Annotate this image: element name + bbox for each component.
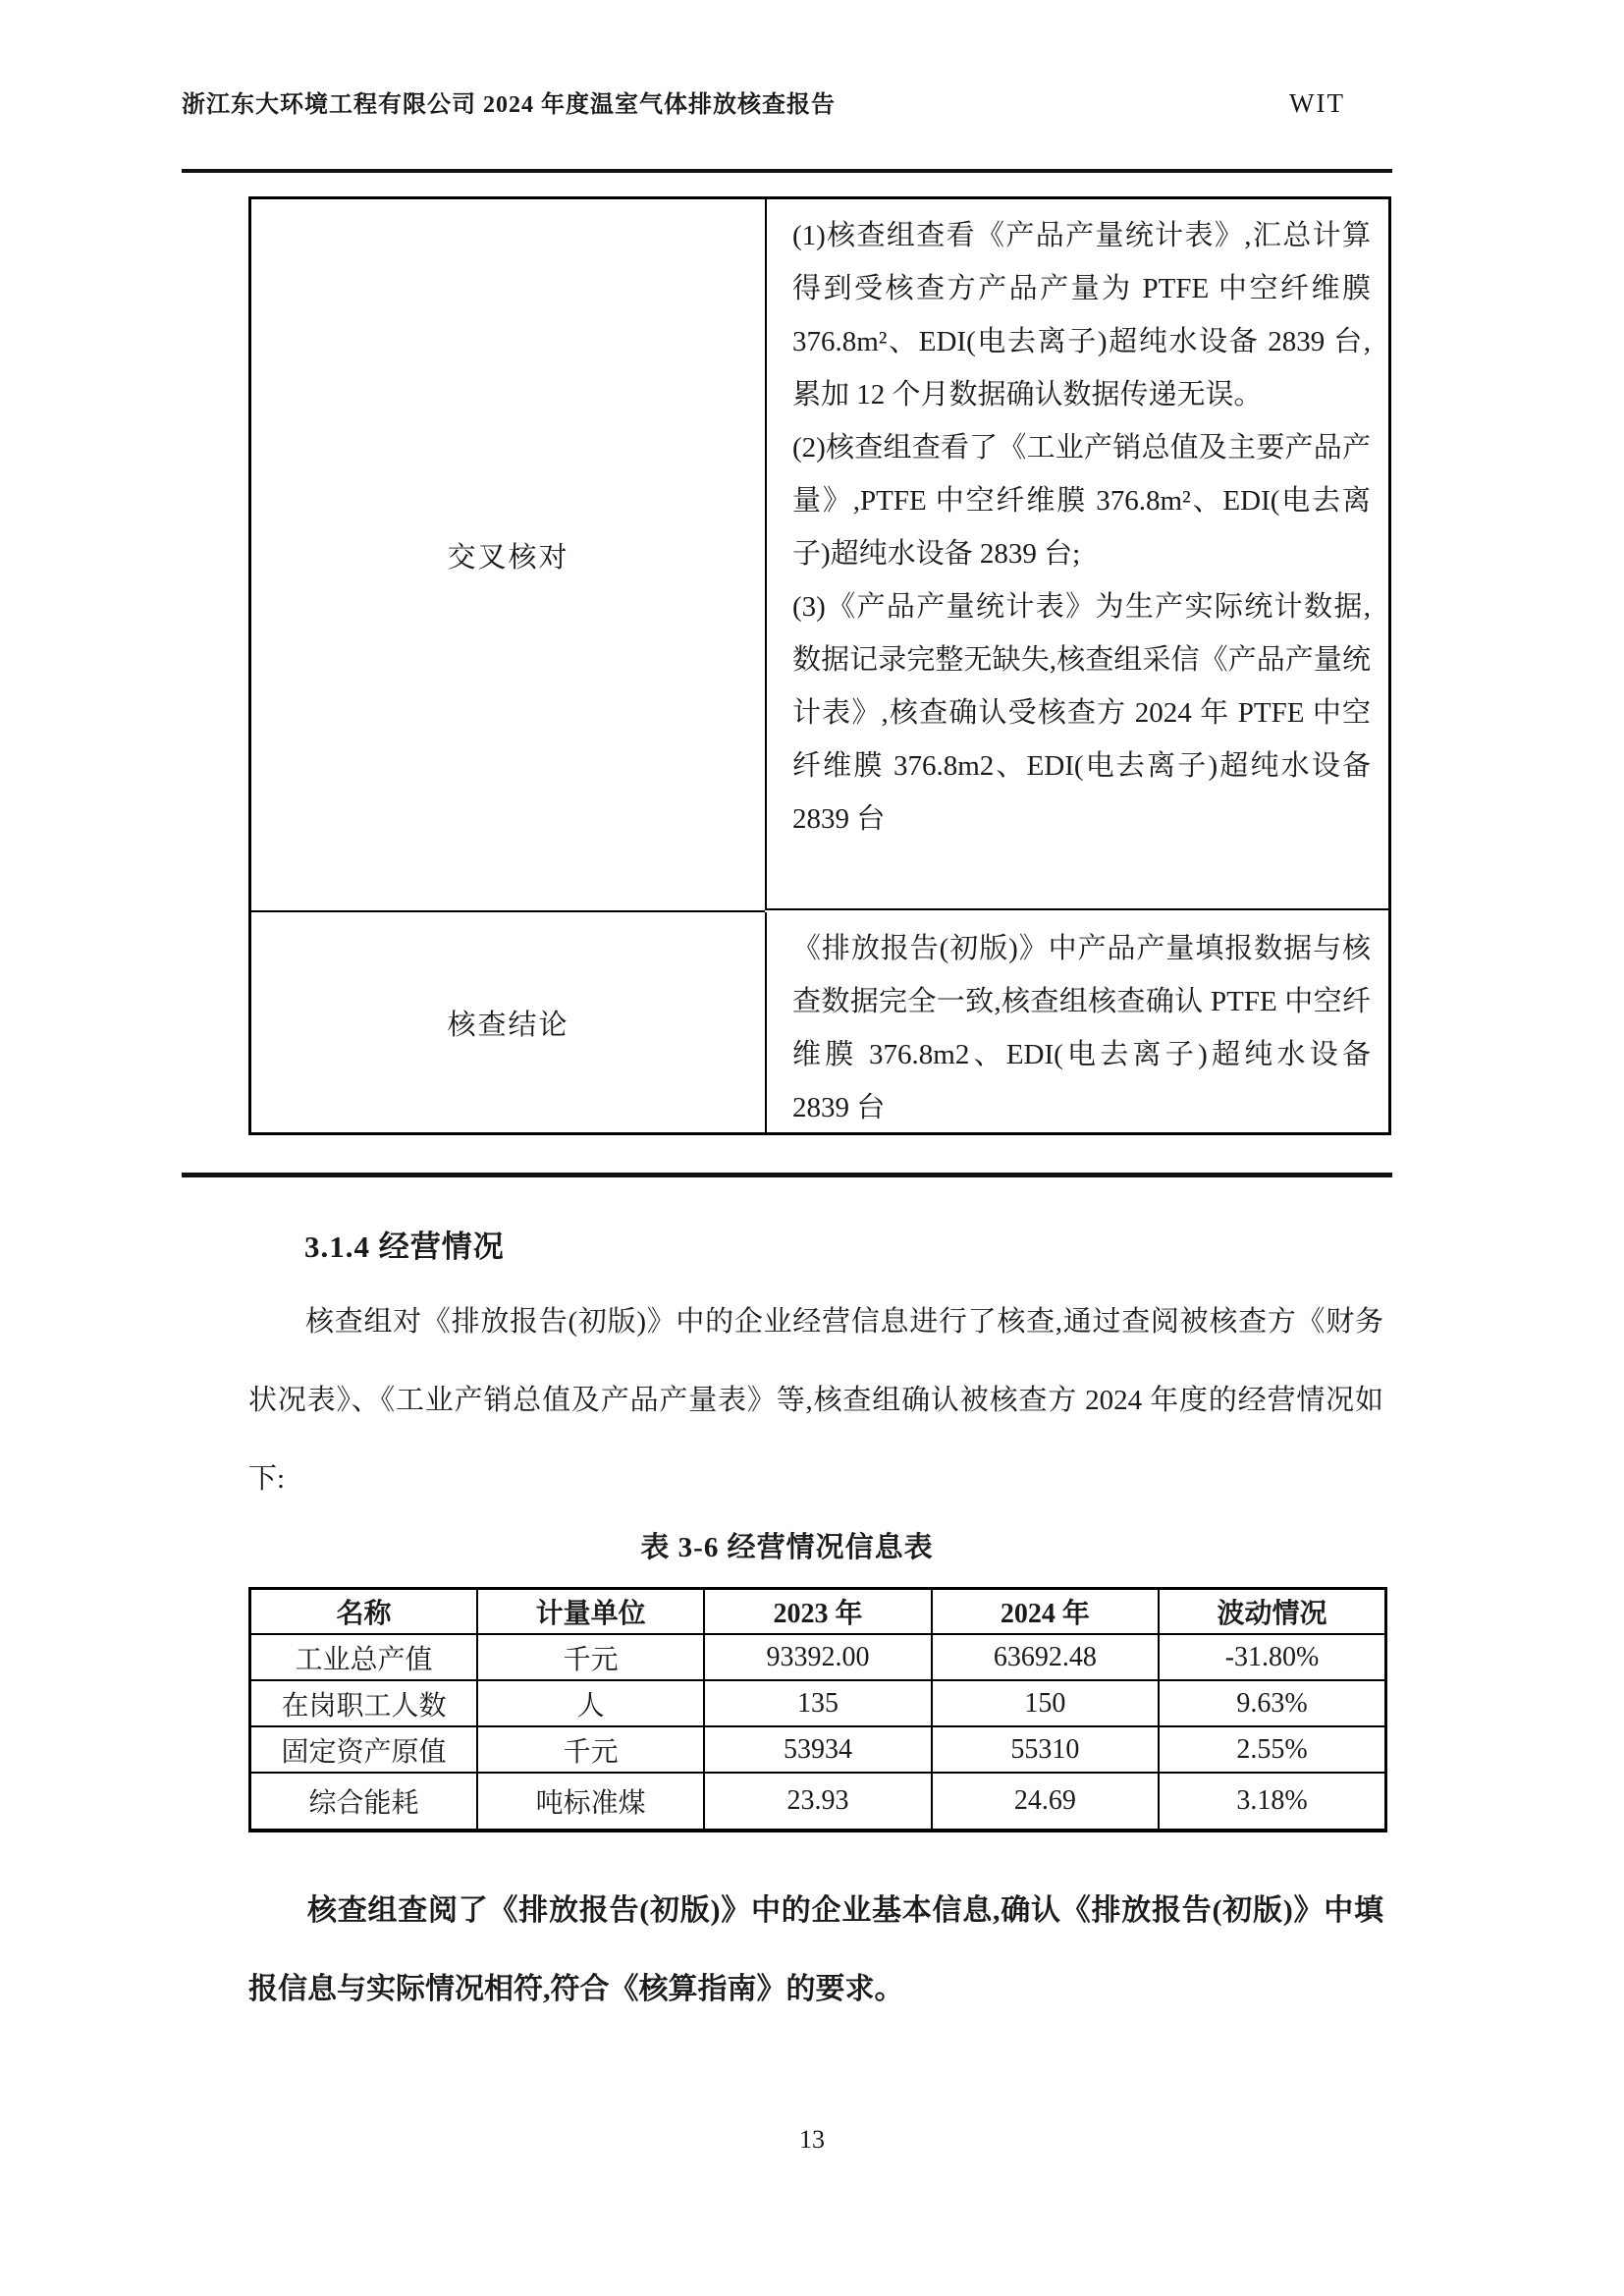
section-divider — [182, 1173, 1392, 1177]
report-header-title: 浙江东大环境工程有限公司 2024 年度温室气体排放核查报告 — [182, 92, 836, 118]
conclusion-paragraph: 《排放报告(初版)》中产品产量填报数据与核查数据完全一致,核查组核查确认 PTFE 中空纤维膜 376.8m2、EDI(电去离子)超纯水设备 2839 台 — [792, 933, 1371, 1123]
cross-check-paragraph-2: (2)核查组查看了《工业产销总值及主要产品产量》,PTFE 中空纤维膜 376.8m²、EDI(电去离子)超纯水设备 2839 台; — [792, 432, 1371, 570]
column-header-2024: 2024 年 — [932, 1589, 1159, 1635]
table-cell: 3.18% — [1159, 1773, 1385, 1831]
column-header-unit: 计量单位 — [477, 1589, 704, 1635]
table-cell: 24.69 — [932, 1773, 1159, 1831]
page-header — [182, 84, 1392, 119]
company-logo-text: WIT — [1289, 88, 1345, 118]
table-cell: 53934 — [704, 1726, 931, 1773]
table-row — [250, 1634, 1386, 1680]
table-row — [250, 1773, 1386, 1831]
table-cell: 63692.48 — [932, 1634, 1159, 1680]
section-paragraph: 核查组对《排放报告(初版)》中的企业经营信息进行了核查,通过查阅被核查方《财务状况表》、《工业产销总值及产品产量表》等,核查组确认被核查方 2024 年度的经营情况如下: — [248, 1306, 1383, 1495]
table-cell: 固定资产原值 — [250, 1726, 477, 1773]
section-heading: 3.1.4 经营情况 — [304, 1230, 505, 1264]
table-cell: 93392.00 — [704, 1634, 931, 1680]
table-cell: 千元 — [477, 1634, 704, 1680]
column-header-fluctuation: 波动情况 — [1159, 1589, 1385, 1635]
table-row — [250, 1680, 1386, 1726]
table-cell: 150 — [932, 1680, 1159, 1726]
table-row — [250, 1726, 1386, 1773]
cross-check-content-cell — [765, 199, 1388, 910]
closing-paragraph: 核查组查阅了《排放报告(初版)》中的企业基本信息,确认《排放报告(初版)》中填报信息与实际情况相符,符合《核算指南》的要求。 — [248, 1894, 1383, 2005]
table-cell: -31.80% — [1159, 1634, 1385, 1680]
row-label-conclusion: 核查结论 — [447, 1009, 569, 1041]
header-divider — [182, 169, 1392, 173]
table-header-row — [250, 1589, 1386, 1635]
column-header-name: 名称 — [250, 1589, 477, 1635]
table-cell: 千元 — [477, 1726, 704, 1773]
table-cell: 9.63% — [1159, 1680, 1385, 1726]
cross-check-table — [248, 196, 1391, 1135]
table-cell: 在岗职工人数 — [250, 1680, 477, 1726]
cross-check-paragraph-1: (1)核查组查看《产品产量统计表》,汇总计算得到受核查方产品产量为 PTFE 中空纤维膜 376.8m²、EDI(电去离子)超纯水设备 2839 台,累加 12 个月数据确认数据传递无误。 — [792, 220, 1371, 410]
table-cell: 综合能耗 — [250, 1773, 477, 1831]
table-cell: 2.55% — [1159, 1726, 1385, 1773]
table-cell: 55310 — [932, 1726, 1159, 1773]
table-cell: 工业总产值 — [250, 1634, 477, 1680]
conclusion-content-cell — [765, 912, 1388, 1132]
table-cell: 人 — [477, 1680, 704, 1726]
cross-check-paragraph-3: (3)《产品产量统计表》为生产实际统计数据,数据记录完整无缺失,核查组采信《产品产量统计表》,核查确认受核查方 2024 年 PTFE 中空纤维膜 376.8m2、EDI(电去离子)超纯水设备 2839 台 — [792, 591, 1371, 835]
table-cell: 23.93 — [704, 1773, 931, 1831]
column-header-2023: 2023 年 — [704, 1589, 931, 1635]
table-cell: 吨标准煤 — [477, 1773, 704, 1831]
page-number: 13 — [799, 2125, 825, 2154]
table-3-6-caption: 表 3-6 经营情况信息表 — [640, 1532, 934, 1563]
business-info-table — [248, 1587, 1387, 1832]
row-label-cross-check: 交叉核对 — [251, 199, 765, 912]
table-cell: 135 — [704, 1680, 931, 1726]
